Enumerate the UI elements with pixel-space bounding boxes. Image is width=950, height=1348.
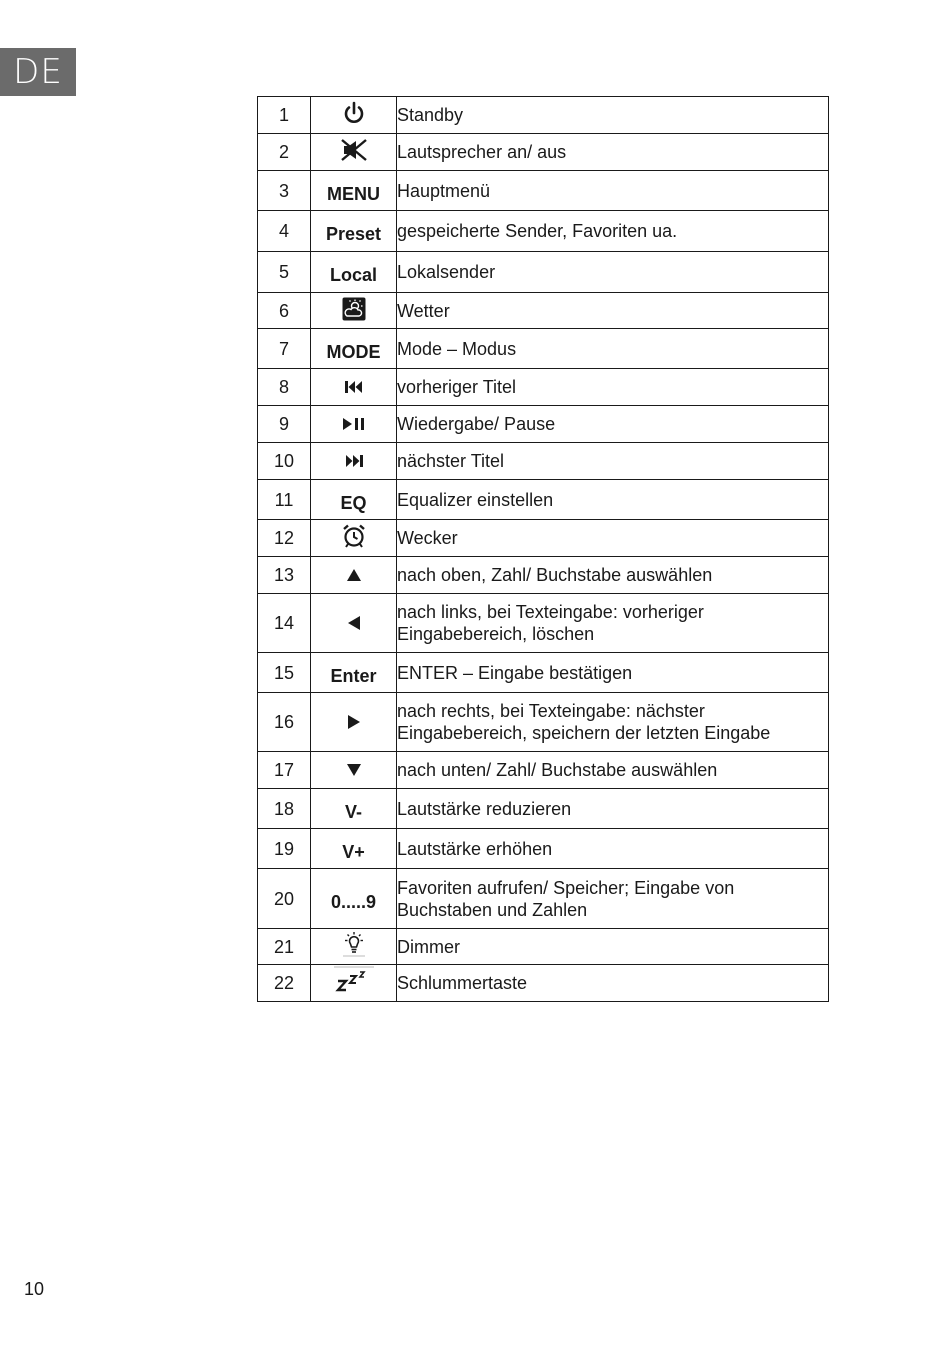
dimmer-bulb-icon [334, 931, 374, 957]
table-row [258, 480, 829, 520]
table-row [258, 406, 829, 443]
local-key-label: Local [329, 265, 377, 285]
table-row [258, 829, 829, 869]
row-description [397, 594, 829, 653]
table-row [258, 594, 829, 653]
preset-key-label: Preset [325, 224, 382, 244]
row-number: 8 [258, 369, 311, 406]
speaker-mute-icon [334, 137, 374, 163]
row-number: 3 [258, 171, 311, 211]
row-description: Wiedergabe/ Pause [397, 406, 829, 443]
table-row [258, 929, 829, 965]
arrow-left-icon [334, 610, 374, 636]
arrow-down-icon [334, 757, 374, 783]
row-number: 18 [258, 789, 311, 829]
play-pause-icon [334, 411, 374, 437]
row-number: 15 [258, 653, 311, 693]
table-row [258, 171, 829, 211]
row-description: nächster Titel [397, 443, 829, 480]
table-row [258, 211, 829, 252]
row-description [397, 693, 829, 752]
number-keys-label: 0.....9 [330, 891, 377, 912]
row-number: 14 [258, 594, 311, 653]
previous-track-icon [334, 374, 374, 400]
power-icon [334, 100, 374, 126]
row-number: 5 [258, 252, 311, 293]
row-number: 11 [258, 480, 311, 520]
row-description: Equalizer einstellen [397, 480, 829, 520]
row-description: Lautstärke erhöhen [397, 829, 829, 869]
row-number: 4 [258, 211, 311, 252]
table-row [258, 693, 829, 752]
row-description: nach oben, Zahl/ Buchstabe auswählen [397, 557, 829, 594]
page-number: 10 [24, 1279, 45, 1299]
row-description [397, 869, 829, 929]
description-line: Eingabebereich, speichern der letzten Eingabe [397, 723, 771, 743]
row-description: Standby [397, 97, 829, 134]
table-row [258, 557, 829, 594]
remote-keys-table [257, 96, 829, 1002]
description-line: Eingabebereich, löschen [397, 624, 595, 644]
row-number: 2 [258, 134, 311, 171]
table-row [258, 869, 829, 929]
row-number: 1 [258, 97, 311, 134]
description-line: nach rechts, bei Texteingabe: nächster [397, 701, 705, 721]
weather-icon [334, 296, 374, 322]
table-row [258, 97, 829, 134]
row-description: Lautstärke reduzieren [397, 789, 829, 829]
row-number: 17 [258, 752, 311, 789]
row-description: Dimmer [397, 929, 829, 965]
arrow-up-icon [334, 562, 374, 588]
table-row [258, 789, 829, 829]
row-description: Lokalsender [397, 252, 829, 293]
table-row [258, 520, 829, 557]
table-row [258, 293, 829, 329]
next-track-icon [334, 448, 374, 474]
table-row [258, 369, 829, 406]
row-number: 13 [258, 557, 311, 594]
volume-down-key-label: V- [344, 801, 362, 822]
row-description: Wetter [397, 293, 829, 329]
row-number: 7 [258, 329, 311, 369]
table-row [258, 752, 829, 789]
description-line: Buchstaben und Zahlen [397, 899, 588, 920]
row-description: ENTER – Eingabe bestätigen [397, 653, 829, 693]
table-row [258, 443, 829, 480]
menu-key-label: MENU [327, 183, 380, 204]
row-number: 12 [258, 520, 311, 557]
language-tab: DE [0, 48, 76, 96]
table-row [258, 965, 829, 1002]
row-description: vorheriger Titel [397, 369, 829, 406]
row-description: Lautsprecher an/ aus [397, 134, 829, 171]
table-row [258, 134, 829, 171]
table-row [258, 653, 829, 693]
eq-key-label: EQ [340, 492, 367, 513]
row-description: Hauptmenü [397, 171, 829, 211]
arrow-right-icon [334, 709, 374, 735]
table-row [258, 252, 829, 293]
enter-key-label: Enter [330, 665, 377, 686]
row-number: 22 [258, 965, 311, 1002]
alarm-clock-icon [334, 523, 374, 549]
row-description: nach unten/ Zahl/ Buchstabe auswählen [397, 752, 829, 789]
row-description: Mode – Modus [397, 329, 829, 369]
description-line: Favoriten aufrufen/ Speicher; Eingabe von [397, 877, 735, 898]
row-description: gespeicherte Sender, Favoriten ua. [397, 211, 829, 252]
row-number: 20 [258, 869, 311, 929]
row-number: 21 [258, 929, 311, 965]
description-line: nach links, bei Texteingabe: vorheriger [397, 602, 704, 622]
volume-up-key-label: V+ [342, 841, 365, 862]
row-number: 10 [258, 443, 311, 480]
row-description: Wecker [397, 520, 829, 557]
snooze-zzz-icon [334, 967, 374, 993]
row-number: 9 [258, 406, 311, 443]
table-row [258, 329, 829, 369]
row-number: 6 [258, 293, 311, 329]
row-number: 19 [258, 829, 311, 869]
mode-key-label: MODE [326, 341, 381, 362]
row-number: 16 [258, 693, 311, 752]
row-description: Schlummertaste [397, 965, 829, 1002]
